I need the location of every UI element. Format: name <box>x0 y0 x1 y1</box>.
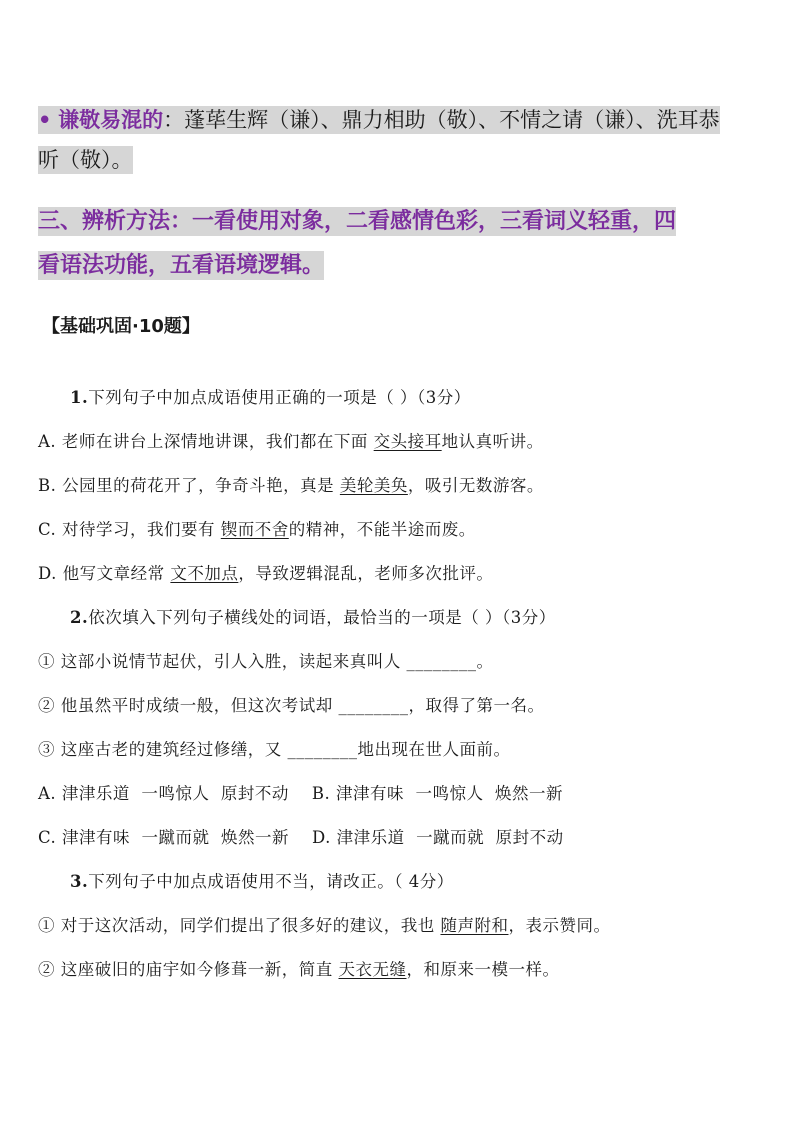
q1-number: 1. <box>70 388 89 407</box>
q1-option-d <box>38 560 493 584</box>
option-text: C. 对待学习，我们要有 <box>38 520 221 539</box>
q1-stem-text: 下列句子中加点成语使用正确的一项是（ ）（3分） <box>88 388 471 407</box>
q2-sentence-1 <box>38 648 494 672</box>
bullet: • <box>38 108 52 132</box>
sentence-text: ② 这座破旧的庙宇如今修葺一新，简直 <box>38 960 339 979</box>
q3-sentence-2 <box>38 956 560 980</box>
option-text: 的精神，不能半途而废。 <box>288 520 476 539</box>
sentence-text: 地出现在世人面前。 <box>357 740 511 759</box>
sentence-text: ③ 这座古老的建筑经过修缮，又 <box>38 740 288 759</box>
option-text: 地认真听讲。 <box>441 432 544 451</box>
q2-sentence-2 <box>38 692 545 716</box>
section-title: 【基础巩固·10题】 <box>42 316 200 337</box>
sentence-text: ，取得了第一名。 <box>408 696 545 715</box>
q3-stem-text: 下列句子中加点成语使用不当，请改正。（ 4分） <box>88 872 454 891</box>
idiom-underlined: 锲而不舍 <box>220 520 289 539</box>
fill-blank: ________ <box>338 696 409 715</box>
fill-blank: ________ <box>287 740 358 759</box>
sentence-text: ② 他虽然平时成绩一般，但这次考试却 <box>38 696 339 715</box>
method-label: 三、辨析方法 <box>38 209 171 234</box>
sentence-text: ① 对于这次活动，同学们提出了很多好的建议，我也 <box>38 916 441 935</box>
sentence-text: ① 这部小说情节起伏，引人入胜，读起来真叫人 <box>38 652 407 671</box>
option-text: B. 公园里的荷花开了，争奇斗艳，真是 <box>38 476 340 495</box>
q2-choices-ab: A. 津津乐道 一鸣惊人 原封不动 B. 津津有味 一鸣惊人 焕然一新 <box>38 784 563 803</box>
q3-number: 3. <box>70 872 89 891</box>
q2-number: 2. <box>70 608 89 627</box>
sentence-text: 。 <box>476 652 494 671</box>
q3-sentence-1 <box>38 912 611 936</box>
q2-choices-cd: C. 津津有味 一蹴而就 焕然一新 D. 津津乐道 一蹴而就 原封不动 <box>38 828 564 847</box>
option-text: ，吸引无数游客。 <box>407 476 544 495</box>
option-text: ，导致逻辑混乱，老师多次批评。 <box>238 564 494 583</box>
method-text-2: 看语法功能，五看语境逻辑。 <box>38 253 325 278</box>
sentence-text: ，表示赞同。 <box>508 916 611 935</box>
option-text: D. 他写文章经常 <box>38 564 171 583</box>
method-text-1: ：一看使用对象，二看感情色彩，三看词义轻重，四 <box>170 209 677 234</box>
q3-stem <box>70 868 454 892</box>
q2-stem <box>70 604 556 628</box>
idiom-underlined: 文不加点 <box>170 564 239 583</box>
fill-blank: ________ <box>406 652 477 671</box>
idiom-underlined: 随声附和 <box>440 916 509 935</box>
tips-label: 谦敬易混的 <box>58 108 164 132</box>
method-paragraph <box>38 200 738 288</box>
q1-option-a <box>38 428 544 452</box>
option-text: A. 老师在讲台上深情地讲课，我们都在下面 <box>38 432 374 451</box>
q2-stem-text: 依次填入下列句子横线处的词语，最恰当的一项是（ ）（3分） <box>88 608 556 627</box>
idiom-underlined: 美轮美奂 <box>339 476 408 495</box>
q1-option-b <box>38 472 544 496</box>
idiom-underlined: 交头接耳 <box>373 432 442 451</box>
q1-stem <box>70 384 471 408</box>
idiom-underlined: 天衣无缝 <box>338 960 407 979</box>
tips-paragraph <box>38 100 728 180</box>
tips-text: ：蓬荜生辉（谦）、鼎力相助（敬）、不情之请（谦）、洗耳恭听（敬）。 <box>38 108 720 172</box>
q2-sentence-3 <box>38 736 511 760</box>
sentence-text: ，和原来一模一样。 <box>406 960 560 979</box>
q1-option-c <box>38 516 476 540</box>
